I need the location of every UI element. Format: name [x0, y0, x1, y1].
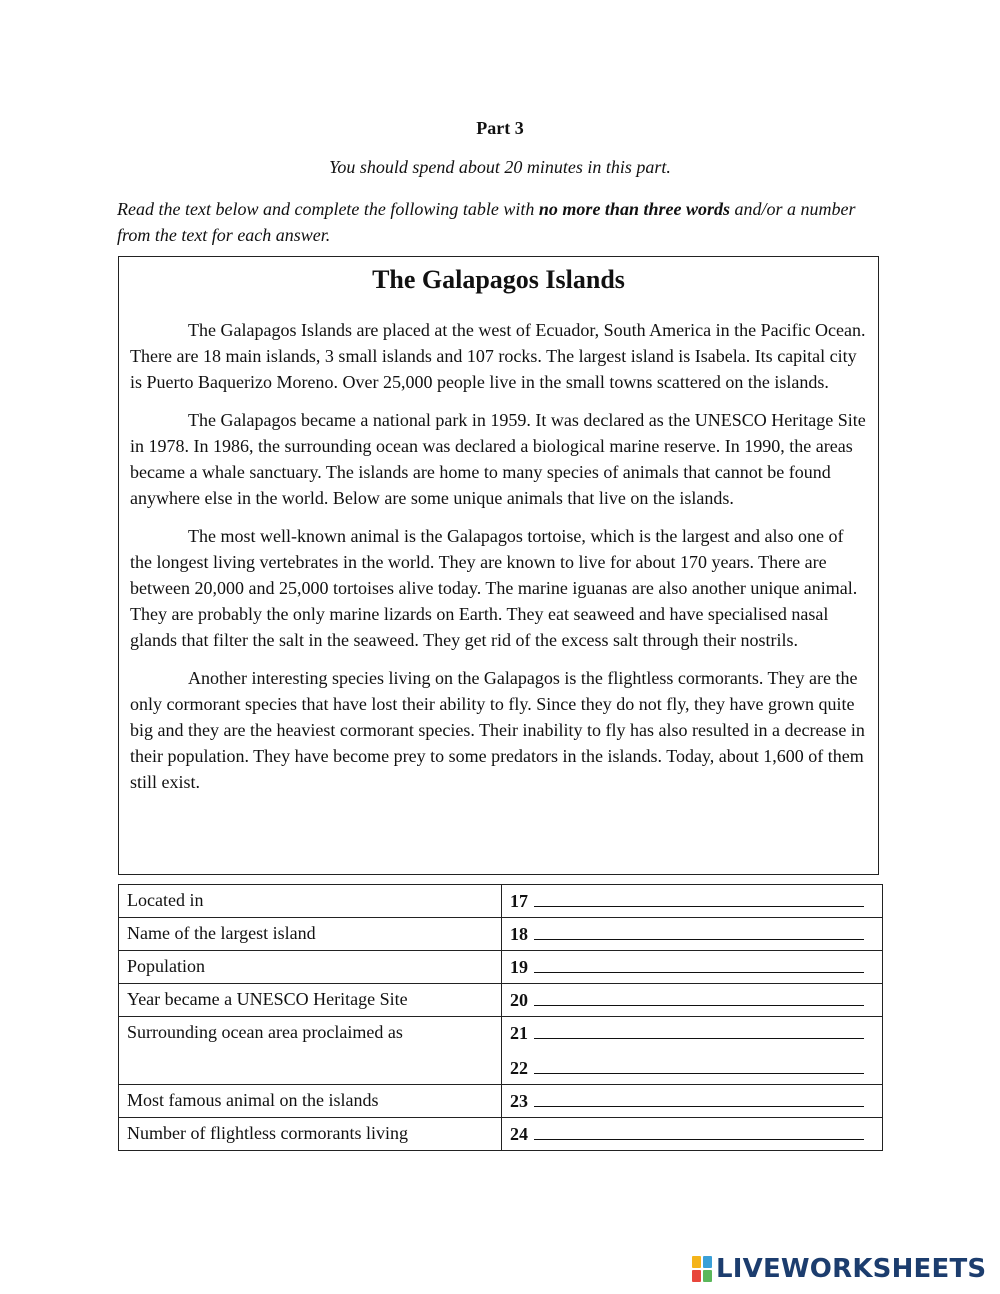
answer-cell — [502, 951, 883, 984]
answer-field[interactable] — [510, 888, 874, 913]
answer-blank[interactable] — [534, 1055, 864, 1074]
instructions — [117, 196, 887, 248]
question-number: 22 — [510, 1058, 528, 1078]
answer-field[interactable] — [510, 1088, 874, 1113]
answer-cell — [502, 918, 883, 951]
row-label: Most famous animal on the islands — [119, 1085, 502, 1118]
answer-blank[interactable] — [534, 921, 864, 940]
row-label: Name of the largest island — [119, 918, 502, 951]
table-row — [119, 1118, 883, 1151]
answer-cell — [502, 984, 883, 1017]
time-note: You should spend about 20 minutes in this part. — [329, 157, 671, 177]
row-label: Number of flightless cormorants living — [119, 1118, 502, 1151]
question-number: 23 — [510, 1091, 528, 1111]
answer-field[interactable] — [510, 921, 874, 946]
table-row — [119, 1017, 883, 1085]
table-row — [119, 885, 883, 918]
answer-cell — [502, 885, 883, 918]
answer-blank[interactable] — [534, 987, 864, 1006]
passage-title: The Galapagos Islands — [372, 265, 625, 294]
answer-field[interactable] — [510, 1020, 874, 1045]
liveworksheets-logo-icon — [692, 1256, 712, 1282]
answer-table — [118, 884, 883, 1151]
logo-square-icon — [692, 1270, 701, 1282]
logo-square-icon — [703, 1256, 712, 1268]
passage-paragraph: The most well-known animal is the Galapagos tortoise, which is the largest and also one of the longest living vertebrates in the world. They are known to live for about 170 years. There are between 20,000 and 25,000 tortoises alive today. The marine iguanas are also another unique animal. They are probably the only marine lizards on Earth. They eat seaweed and have specialised nasal glands that filter the salt in the seaweed. They get rid of the excess salt through their nostrils. — [130, 526, 858, 650]
question-number: 21 — [510, 1023, 528, 1043]
part-title: Part 3 — [476, 118, 524, 138]
answer-field[interactable] — [510, 987, 874, 1012]
liveworksheets-logo[interactable] — [692, 1254, 986, 1284]
passage-paragraph: Another interesting species living on the Galapagos is the flightless cormorants. They are the only cormorant species that have lost their ability to fly. Since they do not fly, they have grown quite big and they are the heaviest cormorant species. Their inability to fly has also resulted in a decrease in their population. They have become prey to some predators in the islands. Today, about 1,600 of them still exist. — [130, 668, 865, 792]
table-row — [119, 984, 883, 1017]
question-number: 20 — [510, 990, 528, 1010]
answer-cell — [502, 1118, 883, 1151]
answer-blank[interactable] — [534, 1121, 864, 1140]
logo-square-icon — [703, 1270, 712, 1282]
answer-field[interactable] — [510, 1055, 874, 1080]
question-number: 24 — [510, 1124, 528, 1144]
question-number: 17 — [510, 891, 528, 911]
row-label: Surrounding ocean area proclaimed as — [119, 1017, 502, 1085]
table-row — [119, 1085, 883, 1118]
instructions-text-end: and/or a number from the text for each answer. — [117, 199, 856, 245]
answer-blank[interactable] — [534, 954, 864, 973]
passage-paragraph: The Galapagos Islands are placed at the west of Ecuador, South America in the Pacific Ocean. There are 18 main islands, 3 small islands and 107 rocks. The largest island is Isabela. Its capital city is Puerto Baquerizo Moreno. Over 25,000 people live in the small towns scattered on the islands. — [130, 320, 866, 392]
logo-square-icon — [692, 1256, 701, 1268]
answer-cell — [502, 1017, 883, 1085]
logo-text: LIVEWORKSHEETS — [716, 1254, 987, 1284]
answer-blank[interactable] — [534, 888, 864, 907]
answer-field[interactable] — [510, 1121, 874, 1146]
answer-cell — [502, 1085, 883, 1118]
question-number: 18 — [510, 924, 528, 944]
instructions-text: Read the text below and complete the following table with — [117, 199, 539, 219]
reading-passage — [118, 256, 879, 875]
row-label: Population — [119, 951, 502, 984]
answer-blank[interactable] — [534, 1088, 864, 1107]
table-row — [119, 951, 883, 984]
table-row — [119, 918, 883, 951]
answer-blank[interactable] — [534, 1020, 864, 1039]
instructions-emphasis: no more than three words — [538, 199, 730, 219]
answer-field[interactable] — [510, 954, 874, 979]
passage-paragraph: The Galapagos became a national park in 1959. It was declared as the UNESCO Heritage Site in 1978. In 1986, the surrounding ocean was declared a biological marine reserve. In 1990, the areas became a whale sanctuary. The islands are home to many species of animals that cannot be found anywhere else in the world. Below are some unique animals that live on the islands. — [130, 410, 866, 508]
row-label: Located in — [119, 885, 502, 918]
row-label: Year became a UNESCO Heritage Site — [119, 984, 502, 1017]
question-number: 19 — [510, 957, 528, 977]
